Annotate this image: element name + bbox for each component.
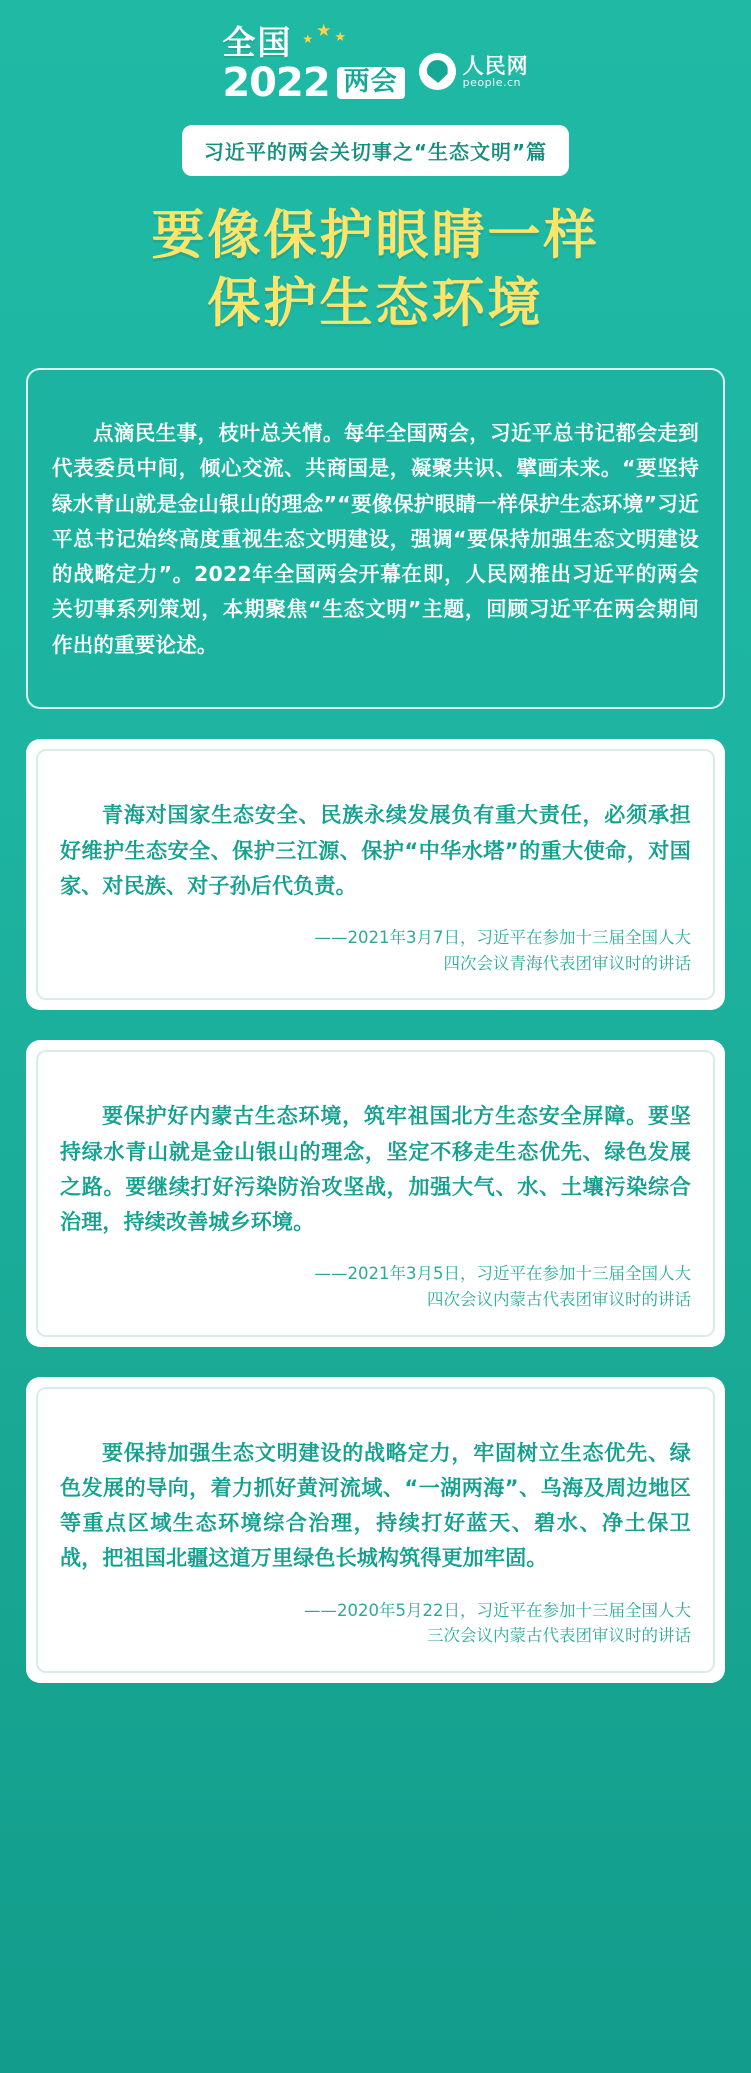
star-icon: ★ bbox=[334, 30, 346, 45]
people-cn-logo bbox=[419, 53, 529, 90]
logo-bottom-row bbox=[222, 60, 404, 106]
star-icon: ★ bbox=[316, 21, 332, 41]
quote-source-line1: ——2020年5月22日，习近平在参加十三届全国人大 bbox=[304, 1600, 691, 1620]
quote-card-inner bbox=[36, 749, 715, 1000]
quote-card-inner bbox=[36, 1050, 715, 1336]
logo-year-text: 2022 bbox=[222, 60, 330, 106]
lead-card-inner bbox=[52, 416, 699, 663]
people-cn-text-group bbox=[463, 55, 529, 89]
logo-quanguo-text: 全国 bbox=[222, 23, 293, 62]
quote-source bbox=[60, 1598, 691, 1649]
star-icon: ★ bbox=[302, 32, 314, 46]
logo-lianghui-badge: 两会 bbox=[337, 67, 405, 99]
people-cn-domain: people.cn bbox=[462, 75, 521, 89]
stars-group bbox=[302, 21, 346, 51]
brand-logo-group bbox=[222, 21, 529, 106]
quote-source-line2: 四次会议青海代表团审议时的讲话 bbox=[443, 953, 691, 973]
quote-card bbox=[26, 1377, 725, 1683]
series-subtitle-badge: 习近平的两会关切事之“生态文明”篇 bbox=[182, 125, 569, 176]
lead-paragraph: 点滴民生事，枝叶总关情。每年全国两会，习近平总书记都会走到代表委员中间，倾心交流、共商国是，凝聚共识、擘画未来。“要坚持绿水青山就是金山银山的理念”“要像保护眼睛一样保护生态环境”习近平总书记始终高度重视生态文明建设，强调“要保持加强生态文明建设的战略定力”。2022年全国两会开幕在即，人民网推出习近平的两会关切事系列策划，本期聚焦“生态文明”主题，回顾习近平在两会期间作出的重要论述。 bbox=[52, 421, 699, 657]
quote-source-line2: 四次会议内蒙古代表团审议时的讲话 bbox=[427, 1289, 691, 1309]
quote-text: 要保持加强生态文明建设的战略定力，牢固树立生态优先、绿色发展的导向，着力抓好黄河流域、“一湖两海”、乌海及周边地区等重点区域生态环境综合治理，持续打好蓝天、碧水、净土保卫战，把祖国北疆这道万里绿色长城构筑得更加牢固。 bbox=[60, 1440, 691, 1571]
lianghui-logo bbox=[222, 21, 404, 106]
quote-source bbox=[60, 925, 691, 976]
subtitle-pill-row bbox=[26, 125, 725, 176]
quote-text: 要保护好内蒙古生态环境，筑牢祖国北方生态安全屏障。要坚持绿水青山就是金山银山的理念，坚定不移走生态优先、绿色发展之路。要继续打好污染防治攻坚战，加强大气、水、土壤污染综合治理，持续改善城乡环境。 bbox=[60, 1104, 691, 1235]
quote-text: 青海对国家生态安全、民族永续发展负有重大责任，必须承担好维护生态安全、保护三江源、保护“中华水塔”的重大使命，对国家、对民族、对子孙后代负责。 bbox=[60, 803, 691, 898]
masthead bbox=[26, 0, 725, 106]
quote-card-inner bbox=[36, 1387, 715, 1673]
page-title bbox=[26, 202, 725, 338]
people-cn-logo-icon bbox=[419, 53, 456, 90]
quote-source-line1: ——2021年3月7日，习近平在参加十三届全国人大 bbox=[314, 928, 691, 948]
quote-card bbox=[26, 1040, 725, 1346]
quote-card bbox=[26, 739, 725, 1010]
lead-card bbox=[26, 368, 725, 710]
logo-top-row bbox=[222, 21, 404, 62]
quote-source bbox=[60, 1261, 691, 1312]
people-cn-name: 人民网 bbox=[462, 53, 529, 78]
quote-source-line2: 三次会议内蒙古代表团审议时的讲话 bbox=[427, 1626, 691, 1646]
page-title-line1: 要像保护眼睛一样 bbox=[151, 205, 600, 266]
quote-source-line1: ——2021年3月5日，习近平在参加十三届全国人大 bbox=[314, 1264, 691, 1284]
page-title-line2: 保护生态环境 bbox=[207, 272, 544, 334]
